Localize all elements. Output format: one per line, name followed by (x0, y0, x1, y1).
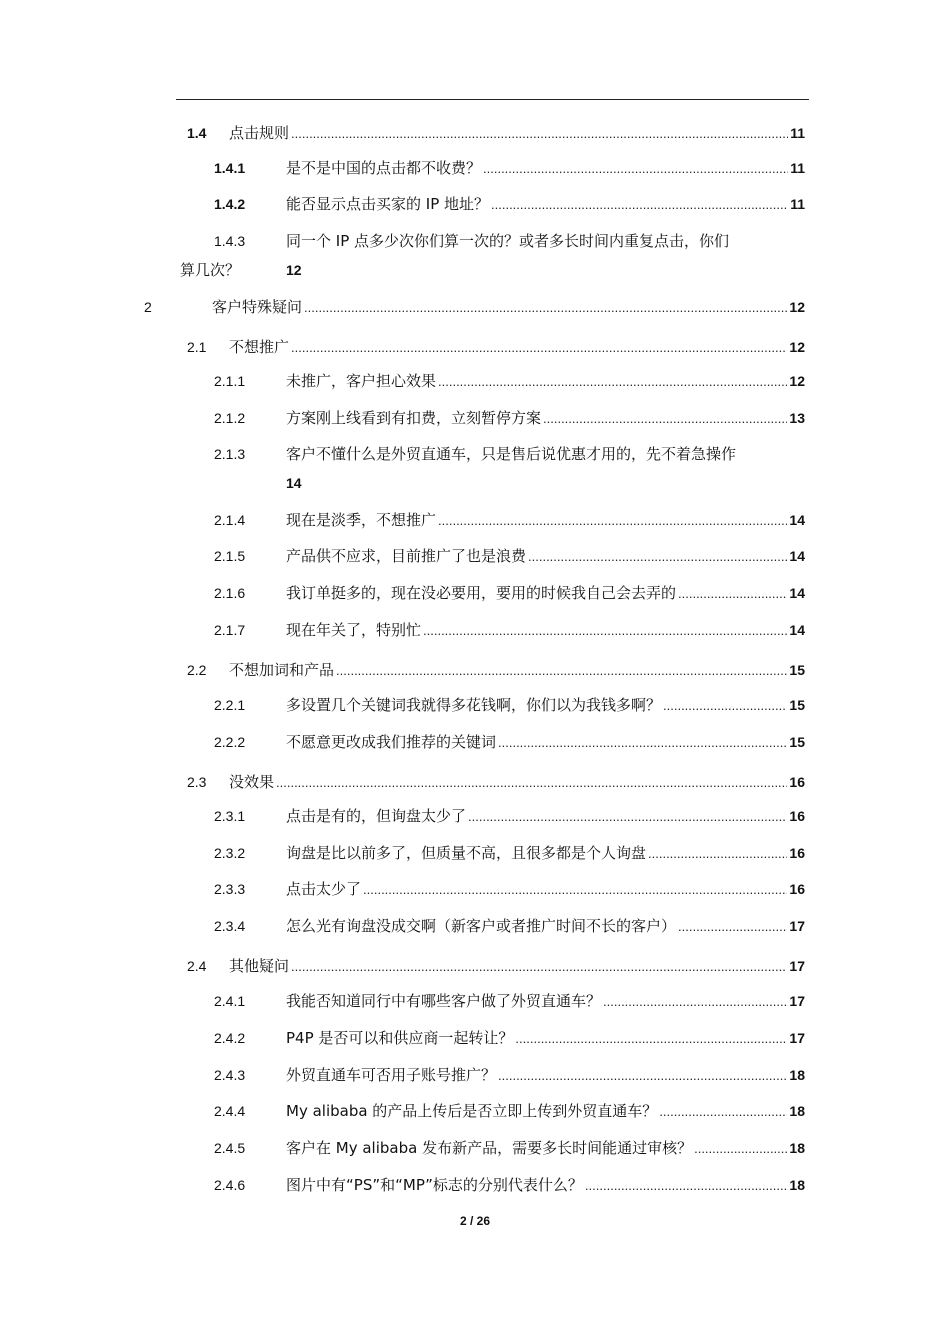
toc-leader (515, 1027, 787, 1051)
toc-entry-2[interactable] (144, 295, 805, 319)
toc-page: 14 (286, 475, 302, 491)
toc-leader (678, 915, 787, 939)
toc-title-row (229, 954, 805, 979)
toc-title-row (286, 406, 805, 431)
toc-number: 1.4.2 (214, 196, 246, 212)
toc-title: 外贸直通车可否用子账号推广？ (286, 1066, 497, 1084)
toc-title: 客户在 My alibaba 发布新产品，需要多长时间能通过审核？ (286, 1139, 693, 1157)
toc-page: 15 (789, 697, 805, 713)
toc-number: 2.4.3 (214, 1067, 246, 1083)
toc-leader (438, 509, 787, 533)
toc-title-line1: 同一个 IP 点多少次你们算一次的？或者多长时间内重复点击，你们 (286, 232, 730, 250)
toc-leader (423, 619, 787, 643)
toc-title-row (286, 693, 805, 718)
toc-number: 2.1.5 (214, 548, 246, 564)
toc-page: 14 (789, 548, 805, 564)
toc-title-row (286, 581, 805, 606)
toc-entry-2-4-5[interactable] (214, 1136, 805, 1160)
toc-page: 11 (790, 196, 805, 212)
toc-title-row (286, 730, 805, 755)
page-indicator: 2 / 26 (459, 1214, 491, 1228)
toc-number: 2.1.1 (214, 373, 246, 389)
toc-title-row (286, 1099, 805, 1124)
toc-entry-2-1-1[interactable] (214, 369, 805, 393)
toc-title: 方案刚上线看到有扣费，立刻暂停方案 (286, 409, 542, 427)
toc-page: 16 (789, 808, 805, 824)
toc-number: 2.1 (187, 339, 207, 355)
toc-page: 17 (789, 993, 805, 1009)
toc-title-row (286, 544, 805, 569)
toc-title-row (286, 192, 805, 217)
toc-number: 2.3.1 (214, 808, 246, 824)
toc-page: 12 (789, 373, 805, 389)
toc-title-row (229, 658, 805, 683)
toc-number: 2.4 (187, 958, 207, 974)
toc-title: 多设置几个关键词我就得多花钱啊，你们以为我钱多啊？ (286, 696, 662, 714)
header-rule (176, 99, 809, 100)
toc-page: 18 (789, 1140, 805, 1156)
toc-leader (291, 955, 787, 979)
toc-title-row (229, 770, 805, 795)
toc-title-row (286, 618, 805, 643)
toc-number: 2.3.2 (214, 845, 246, 861)
toc-entry-2-2-2[interactable] (214, 730, 805, 754)
toc-leader (498, 1064, 787, 1088)
toc-number: 2.3.3 (214, 881, 246, 897)
toc-page: 11 (790, 160, 805, 176)
toc-page: 11 (790, 125, 805, 141)
toc-title-line1: 客户不懂什么是外贸直通车，只是售后说优惠才用的，先不着急操作 (286, 445, 737, 463)
toc-entry-2-2[interactable] (187, 658, 805, 682)
toc-leader (363, 878, 787, 902)
toc-title-row (286, 914, 805, 939)
toc-title-row (229, 335, 805, 360)
page-footer (0, 1214, 950, 1228)
toc-title: 不愿意更改成我们推荐的关键词 (286, 733, 497, 751)
toc-leader (438, 370, 787, 394)
toc-page: 13 (789, 410, 805, 426)
toc-title: 现在年关了，特别忙 (286, 621, 422, 639)
toc-page: 17 (789, 958, 805, 974)
toc-page: 14 (789, 512, 805, 528)
toc-leader (483, 157, 788, 181)
toc-number: 2.2 (187, 662, 207, 678)
toc-leader (663, 694, 787, 718)
toc-title: 现在是淡季，不想推广 (286, 511, 437, 529)
toc-leader (528, 545, 787, 569)
toc-number: 2.3.4 (214, 918, 246, 934)
toc-number: 2.2.1 (214, 697, 246, 713)
toc-entry-2-2-1[interactable] (214, 693, 805, 717)
toc-leader (543, 407, 787, 431)
toc-number: 1.4.1 (214, 160, 246, 176)
toc-page: 16 (789, 845, 805, 861)
toc-page: 18 (789, 1177, 805, 1193)
toc-leader (498, 731, 787, 755)
toc-title: 客户特殊疑问 (212, 298, 303, 316)
toc-title-row (286, 989, 805, 1014)
toc-leader (585, 1174, 788, 1198)
toc-entry-2-3[interactable] (187, 770, 805, 794)
toc-page: 12 (286, 262, 302, 278)
toc-title: 产品供不应求，目前推广了也是浪费 (286, 547, 527, 565)
toc-number: 2.3 (187, 774, 207, 790)
toc-entry-1-4-2[interactable] (214, 192, 805, 216)
toc-page: 14 (789, 585, 805, 601)
toc-page: 12 (789, 339, 805, 355)
toc-number: 2.1.2 (214, 410, 246, 426)
toc-title: 没效果 (229, 773, 275, 791)
toc-leader (694, 1137, 787, 1161)
toc-title-row (286, 1063, 805, 1088)
toc-page: 16 (789, 774, 805, 790)
toc-page: 12 (789, 299, 805, 315)
toc-title: P4P 是否可以和供应商一起转让？ (286, 1029, 514, 1047)
toc-title: 我订单挺多的，现在没必要用，要用的时候我自己会去弄的 (286, 584, 677, 602)
toc-page: 15 (789, 734, 805, 750)
toc-entry-2-1-2[interactable] (214, 406, 805, 430)
toc-title: 不想加词和产品 (229, 661, 335, 679)
toc-number: 1.4.3 (214, 233, 246, 249)
toc-title-row (286, 508, 805, 533)
toc-page: 17 (789, 918, 805, 934)
toc-leader (678, 582, 787, 606)
toc-number: 2.1.3 (214, 446, 246, 462)
toc-page: 14 (789, 622, 805, 638)
toc-page: 17 (789, 1030, 805, 1046)
toc-entry-1-4-1[interactable] (214, 156, 805, 180)
toc-title: 询盘是比以前多了，但质量不高，且很多都是个人询盘 (286, 844, 647, 862)
toc-title: My alibaba 的产品上传后是否立即上传到外贸直通车？ (286, 1102, 658, 1120)
toc-entry-2-3-2[interactable] (214, 841, 805, 865)
toc-entry-2-4[interactable] (187, 954, 805, 978)
toc-leader (468, 805, 787, 829)
toc-title: 点击太少了 (286, 880, 362, 898)
toc-number: 2.4.6 (214, 1177, 246, 1193)
toc-number: 2.4.5 (214, 1140, 246, 1156)
toc-title-row (286, 156, 805, 181)
toc-title: 点击是有的，但询盘太少了 (286, 807, 467, 825)
toc-title-row (286, 877, 805, 902)
toc-leader (336, 659, 787, 683)
toc-title: 其他疑问 (229, 957, 290, 975)
toc-entry-2-3-3[interactable] (214, 877, 805, 901)
toc-entry-2-3-4[interactable] (214, 914, 805, 938)
toc-title-line2: 算几次？ (180, 261, 241, 279)
toc-number: 2.4.1 (214, 993, 246, 1009)
toc-title: 是不是中国的点击都不收费？ (286, 159, 482, 177)
toc-title-row (286, 369, 805, 394)
toc-leader (304, 296, 787, 320)
toc-entry-2-1-7[interactable] (214, 618, 805, 642)
toc-number: 2.4.2 (214, 1030, 246, 1046)
toc-title-row (286, 841, 805, 866)
toc-number: 2 (144, 299, 152, 315)
toc-title: 未推广，客户担心效果 (286, 372, 437, 390)
toc-page: 18 (789, 1103, 805, 1119)
toc-leader (291, 336, 787, 360)
toc-number: 2.2.2 (214, 734, 246, 750)
toc-leader (491, 193, 788, 217)
toc-title: 能否显示点击买家的 IP 地址？ (286, 195, 490, 213)
toc-number: 2.4.4 (214, 1103, 246, 1119)
toc-title-row (286, 1173, 805, 1198)
toc-entry-2-1-5[interactable] (214, 544, 805, 568)
toc-title: 怎么光有询盘没成交啊（新客户或者推广时间不长的客户） (286, 917, 677, 935)
toc-number: 1.4 (187, 125, 207, 141)
toc-title: 图片中有“PS”和“MP”标志的分别代表什么？ (286, 1176, 583, 1194)
toc-entry-2-4-1[interactable] (214, 989, 805, 1013)
toc-title-row (286, 804, 805, 829)
toc-title: 点击规则 (229, 124, 290, 142)
toc-leader (291, 122, 788, 146)
toc-leader (603, 990, 787, 1014)
toc-number: 2.1.6 (214, 585, 246, 601)
toc-title-row (229, 121, 805, 146)
toc-title-row (286, 1136, 805, 1161)
toc-entry-2-4-6[interactable] (214, 1173, 805, 1197)
toc-page: 18 (789, 1067, 805, 1083)
toc-title: 不想推广 (229, 338, 290, 356)
toc-entry-2-4-2[interactable] (214, 1026, 805, 1050)
toc-page: 16 (789, 881, 805, 897)
toc-entry-2-1-6[interactable] (214, 581, 805, 605)
toc-title-row (212, 295, 805, 320)
toc-entry-2-1[interactable] (187, 335, 805, 359)
toc-entry-2-4-3[interactable] (214, 1063, 805, 1087)
toc-entry-2-3-1[interactable] (214, 804, 805, 828)
toc-entry-2-1-4[interactable] (214, 508, 805, 532)
toc-number: 2.1.7 (214, 622, 246, 638)
toc-number: 2.1.4 (214, 512, 246, 528)
toc-entry-1-4[interactable] (187, 121, 805, 145)
toc-leader (648, 842, 787, 866)
toc-page: 15 (789, 662, 805, 678)
toc-entry-2-4-4[interactable] (214, 1099, 805, 1123)
toc-title-row (286, 1026, 805, 1051)
toc-title: 我能否知道同行中有哪些客户做了外贸直通车？ (286, 992, 602, 1010)
toc-leader (659, 1100, 787, 1124)
toc-leader (276, 771, 787, 795)
